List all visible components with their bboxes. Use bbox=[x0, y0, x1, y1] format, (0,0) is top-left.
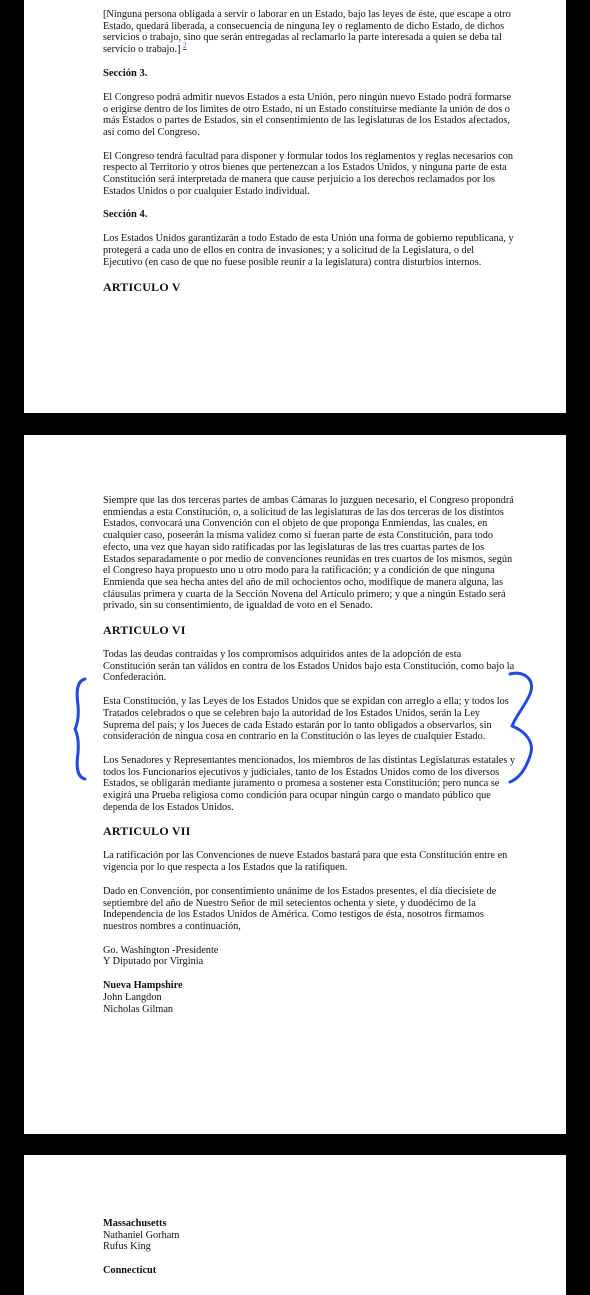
signer-name: Nicholas Gilman bbox=[103, 1003, 174, 1015]
paragraph-fugitive-clause bbox=[103, 9, 516, 56]
article-vii-heading: ARTICULO VII bbox=[103, 824, 191, 839]
footnote-link[interactable]: 2 bbox=[183, 41, 187, 50]
paragraph-supremacy-clause: Esta Constitución, y las Leyes de los Estados Unidos que se expidan con arreglo a ella; y todos los Tratados celebrados o que se celebren bajo la autoridad de los Estados Unidos, serán la Ley Suprema del país; y los Jueces de cada Estado estarán por lo tanto obligados a observarlos, sin consideración de ningua cosa en contrario en la Constitución o las leyes de cualquier Estado. bbox=[103, 696, 509, 743]
paragraph-debts: Todas las deudas contraídas y los compromisos adquiridos antes de la adopción de esta Constitución serán tan válidos en contra de los Estados Unidos bajo esta Constitución, como bajo la Confederación. bbox=[103, 649, 515, 684]
signer-line: Go. Washington -Presidente bbox=[103, 944, 219, 956]
paragraph-ratification: La ratificación por las Convenciones de nueve Estados bastará para que esta Constitución entre en vigencia por lo que respecta a los Estados que la ratifiquen. bbox=[103, 850, 508, 874]
paragraph-oath: Los Senadores y Representantes mencionados, los miembros de las distintas Legislaturas estatales y todos los Funcionarios ejecutivos y judiciales, tanto de los Estados Unidos como de los diversos Estados, se obligarán mediante juramento o promesa a sostener esta Constitución; pero nunca se exigirá una Prueba religiosa como condición para ocupar ningún cargo o mandato público que dependa de los Estados Unidos. bbox=[103, 754, 516, 813]
paragraph-convention: Dado en Convención, por consentimiento unánime de los Estados presentes, el día diecisiete de septiembre del año de Nuestro Señor de mil setecientos ochenta y siete, y duodécimo de la Independencia de los Estados Unidos de América. Como testigos de ésta, nosotros firmamos nuestros nombres a continuación, bbox=[103, 885, 497, 932]
paragraph-guarantee: Los Estados Unidos garantizarán a todo Estado de esta Unión una forma de gobierno republicana, y protegerá a cada uno de ellos en contra de invasiones; y a solicitud de la Legislatura, o del Ejecutivo (en caso de que no fuese posible reunir a la legislatura) contra disturbios internos. bbox=[103, 233, 514, 268]
paragraph-amendments: Siempre que las dos terceras partes de ambas Cámaras lo juzguen necesario, el Congreso propondrá enmiendas a esta Constitución, o, a solicitud de las legislaturas de las dos terceras de los distintos Estados, convocará una Convención con el objeto de que proponga Enmiendas, las cuales, en cualquier caso, poseerán la misma validez como si fueran parte de esta Constitución, para todo efecto, una vez que hayan sido ratificadas por las legislaturas de las tres cuartas partes de los Estados separadamente o por medio de convenciones reunidas en tres cuartos de los mismos, según el Congreso haya propuesto uno u otro modo para la ratificación; y a condición de que ninguna Enmienda que sea hecha antes del año de mil ochocientos ocho, modifique de manera alguna, las cláusulas primera y cuarta de la Sección Novena del Artículo primero; y que a ningún Estado será privado, sin su consentimiento, de igualdad de voto en el Senado. bbox=[103, 495, 514, 612]
signature-block-new-hampshire bbox=[103, 980, 516, 1015]
right-brace-annotation bbox=[508, 670, 538, 786]
signature-block-massachusetts bbox=[103, 1218, 516, 1253]
signer-line: Y Diputado por Virginia bbox=[103, 956, 204, 968]
state-name: Nueva Hampshire bbox=[103, 980, 183, 992]
section-3-heading: Sección 3. bbox=[103, 67, 148, 79]
paragraph-new-states: El Congreso podrá admitir nuevos Estados a esta Unión, pero ningún nuevo Estado podrá formarse o erigirse dentro de los limites de otro Estado, ni un Estado constituirse mediante la unión de dos o más Estados o partes de Estados, sin el consentimiento de las legislaturas de los Estados afectados, así como del Congreso. bbox=[103, 91, 512, 138]
article-vi-heading: ARTICULO VI bbox=[103, 623, 186, 638]
paragraph-text: [Ninguna persona obligada a servir o laborar en un Estado, bajo las leyes de éste, que escape a otro Estado, quedará liberada, a consecuencia de ninguna ley o reglamento de dicho Estado, de dichos servicios o trabajo, sino que serán entregadas al reclamarlo la parte interesada a quien se deba tal servicio o trabajo.] bbox=[103, 9, 511, 56]
left-brace-annotation bbox=[73, 677, 87, 781]
section-4-heading: Sección 4. bbox=[103, 209, 148, 221]
signature-block-connecticut bbox=[103, 1265, 516, 1277]
signer-name: John Langdon bbox=[103, 991, 162, 1003]
document-page-1 bbox=[24, 0, 566, 413]
signature-block-president bbox=[103, 945, 516, 968]
document-page-3 bbox=[24, 1155, 566, 1295]
article-v-heading: ARTICULO V bbox=[103, 279, 181, 294]
signer-name: Rufus King bbox=[103, 1241, 151, 1253]
document-page-2 bbox=[24, 435, 566, 1134]
signer-name: Nathaniel Gorham bbox=[103, 1229, 180, 1241]
state-name: Connecticut bbox=[103, 1265, 157, 1277]
paragraph-territory: El Congreso tendrá facultad para disponer y formular todos los reglamentos y reglas necesarios con respecto al Territorio y otros bienes que pertenezcan a los Estados Unidos, y ninguna parte de esta Constitución será interpretada de manera que cause perjuicio a los derechos reclamados por los Estados Unidos o por cualquier Estado individual. bbox=[103, 150, 514, 197]
state-name: Massachusetts bbox=[103, 1218, 167, 1229]
